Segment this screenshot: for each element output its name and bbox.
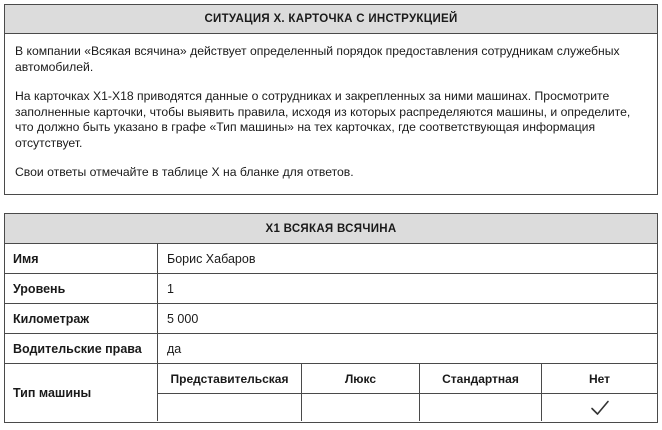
- option-executive: Представительская: [158, 364, 302, 393]
- employee-card: [4, 213, 658, 423]
- car-type-label: Тип машины: [5, 364, 158, 421]
- card-row-car-type: [5, 364, 657, 421]
- car-type-grid: [158, 364, 657, 421]
- card-row-level: [5, 274, 657, 304]
- option-standard: Стандартная: [420, 364, 542, 393]
- card-title: X1 ВСЯКАЯ ВСЯЧИНА: [5, 214, 657, 244]
- field-value: 5 000: [167, 311, 199, 326]
- car-type-options: [158, 364, 657, 394]
- situation-body: [5, 34, 657, 181]
- card-row-name: [5, 244, 657, 274]
- field-value: 1: [167, 281, 174, 296]
- mark-cell-standard[interactable]: [420, 394, 542, 421]
- situation-paragraph-1: В компании «Всякая всячина» действует определенный порядок предоставления сотрудникам служебных автомобилей.: [15, 44, 620, 74]
- option-luxury: Люкс: [302, 364, 420, 393]
- card-row-license: [5, 334, 657, 364]
- situation-paragraph-2: На карточках X1-X18 приводятся данные о сотрудниках и закрепленных за ними машинах. Просмотрите заполненные карточки, чтобы выявить правила, исходя из которых распределяются машины, и определите, что должно быть указано в графе «Тип машины» на тех карточках, где соответствующая информация отсутствует.: [15, 89, 631, 150]
- mark-cell-none[interactable]: [542, 394, 657, 421]
- field-value: Борис Хабаров: [167, 251, 256, 266]
- field-label: Уровень: [5, 274, 158, 303]
- field-label: Километраж: [5, 304, 158, 333]
- check-icon: [590, 399, 610, 417]
- field-label: Имя: [5, 244, 158, 273]
- situation-paragraph-3: Свои ответы отмечайте в таблице X на бланке для ответов.: [15, 165, 354, 179]
- situation-title: СИТУАЦИЯ X. КАРТОЧКА С ИНСТРУКЦИЕЙ: [5, 5, 657, 34]
- situation-box: [4, 4, 658, 195]
- option-none: Нет: [588, 371, 611, 386]
- car-type-marks: [158, 394, 657, 421]
- mark-cell-executive[interactable]: [158, 394, 302, 421]
- card-row-mileage: [5, 304, 657, 334]
- mark-cell-luxury[interactable]: [302, 394, 420, 421]
- field-label: Водительские права: [5, 334, 158, 363]
- field-value: да: [167, 341, 182, 356]
